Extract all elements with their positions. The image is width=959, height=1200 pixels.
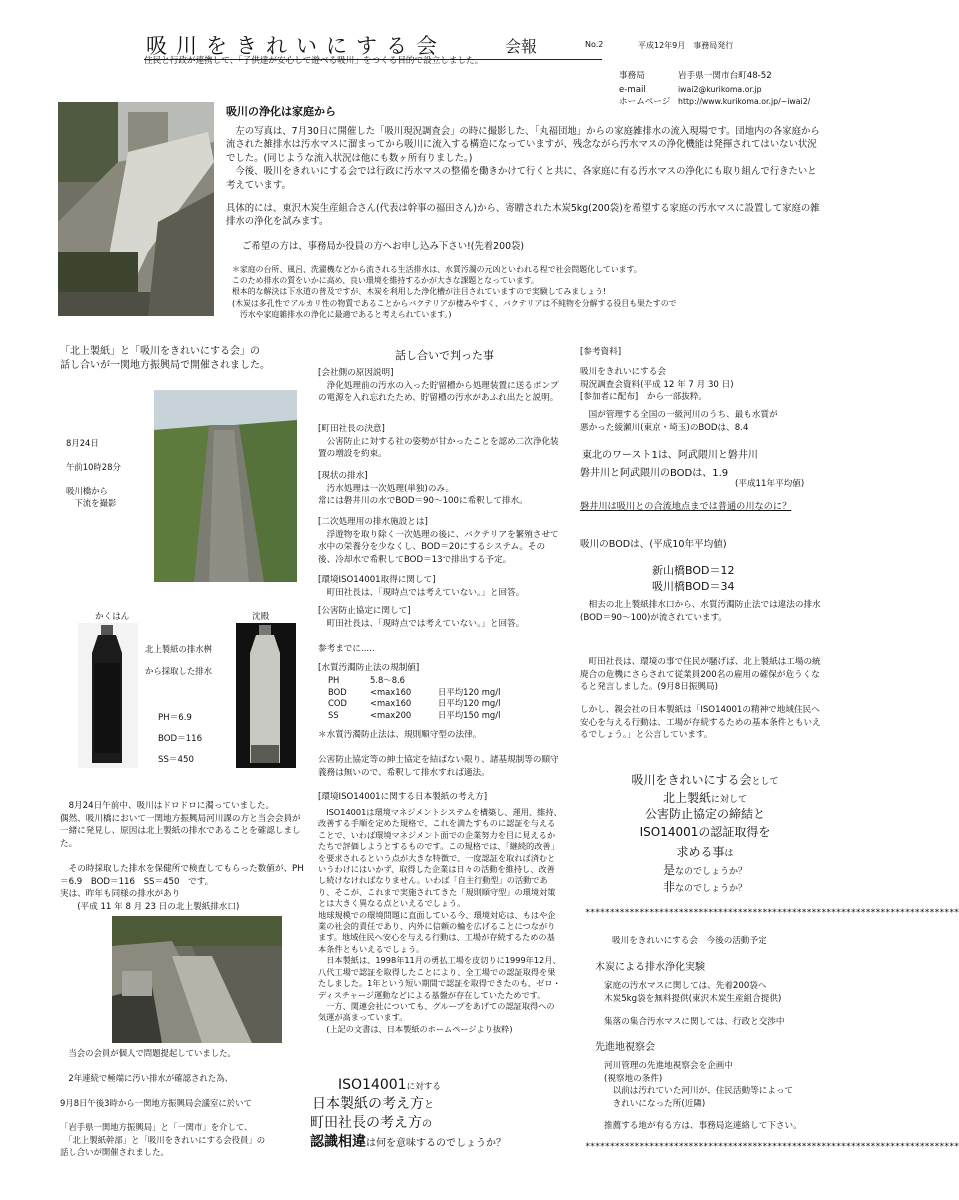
star-divider-top: **************************************************************************** (585, 908, 959, 918)
top-heading: 吸川の浄化は家庭から (226, 105, 336, 118)
measure-bod: BOD＝116 (158, 734, 203, 744)
question-president: 町田社長の考え方 (310, 1115, 422, 1131)
reference-iwai-bod: 磐井川と阿武隈川のBODは、1.9 (580, 468, 729, 479)
top-paragraph-2: 具体的には、東沢木炭生産組合さん(代表は幹事の福田さん)から、寄贈された木炭5kg(200袋)を希望する家庭の汚水マスに設置して家庭の雑排水の浄化を試みます。 (226, 203, 820, 228)
left-paragraph-2: 実は、昨年も同様の排水があり (平成 11 年 8 月 23 日の北上製紙排水口) (60, 889, 240, 912)
reference-tohoku-worst: 東北のワースト1は、阿武隈川と磐井川 (582, 450, 758, 461)
rq-wrong: 非 (662, 880, 675, 894)
right-paragraph-1: 町田社長は、環境の事で住民が騒げば、北上製紙は工場の統廃合の危機にさらされて従業員200名の雇用の確保が危うくなると発言しました。(9月8日振興局) (580, 657, 821, 693)
question-nippon-suffix: と (424, 1100, 434, 1111)
rq-company-suffix: に対して (711, 795, 748, 805)
homepage-label: ホームページ (619, 97, 671, 107)
photo-bottle-stirred (78, 623, 138, 768)
office-label: 事務局 (619, 71, 645, 81)
top-note: ＊家庭の台所、風呂、洗濯機などから流される生活排水は、水質汚濁の元凶といわれる程で社会問題化しています。 このため排水の質をいかに高め、良い環境を維持するかが大きな課題となっています。 根本的な解決は下水道の普及ですが、木炭を利用した浄化槽が注目されていますので実験してみましょう! (木炭は多孔性でアルカリ性の物質であることからバクテリアが棲みやすく、バクテリアは不純物を分解する役目も果たすので 汚水や家庭雑排水の浄化に最適であると考えられています。) (232, 265, 677, 319)
plan-heading: 吸川をきれいにする会 今後の活動予定 (612, 936, 767, 946)
measure-ph: PH＝6.9 (158, 713, 192, 723)
newsletter-kaiho: 会報 (505, 37, 538, 56)
rq-demand-suffix: は (724, 849, 734, 859)
left-intro: 「北上製紙」と「吸川をきれいにする会」の 話し合いが一関地方振興局で開催されました。 (60, 346, 270, 371)
star-divider-bottom: **************************************************************************** (585, 1142, 959, 1152)
regulation-row: SS <max200 日平均150 mg/l (328, 709, 501, 720)
bod-heading: 吸川のBODは、(平成10年平均値) (580, 539, 727, 550)
question-line-2 (312, 1093, 434, 1113)
plan-tour-heading: 先進地視察会 (595, 1042, 655, 1053)
rq-company: 北上製紙 (662, 791, 711, 805)
middle-section-current: [現状の排水] 汚水処理は一次処理(単独)のみ。 常には磐井川の水でBOD＝90～100に希釈して排水。 (318, 471, 528, 507)
photo-drainage-outflow (58, 102, 214, 316)
reference-ayase: 国が管理する全国の一級河川のうち、最も水質が 悪かった綾瀬川(東京・埼玉)のBODは、8.4 (580, 410, 778, 433)
bod-suikawa: 吸川橋BOD＝34 (652, 580, 735, 593)
reference-question: 磐井川は吸川との合流地点までは普通の川なのに？ (580, 501, 792, 512)
newsletter-title: 吸川をきれいにする会 (146, 34, 446, 58)
rq-line-5 (580, 841, 830, 860)
office-address: 岩手県一関市台町48-52 (678, 71, 772, 81)
middle-reference: 参考までに..... (318, 644, 375, 654)
rq-line-4: ISO14001の認証取得を (639, 825, 771, 839)
plan-tour-text: 河川管理の先進地視察会を企画中 (視察地の条件) 以前は汚れていた河川が、住民活動等によって きれいになった所(近隣) (604, 1061, 794, 1109)
rq-group: 吸川をきれいにする会 (631, 773, 752, 787)
photo-bottle-settled (236, 623, 296, 768)
rq-right: 是 (662, 863, 675, 877)
bottle2-label: 沈殿 (252, 612, 270, 622)
left-photo-caption: 8月24日 午前10時28分 吸川橋から 下流を撮影 (66, 438, 121, 508)
rq-line-3: 公害防止協定の締結と (644, 807, 765, 821)
regulation-row: PH 5.8～8.6 (328, 675, 406, 685)
middle-law-note: ＊水質汚濁防止法は、規則順守型の法律。 公害防止協定等の紳士協定を結ばない限り、諸基規制等の順守義務は無いので、希釈して排水すれば適法。 (318, 730, 559, 778)
plan-tour-text-2: 推薦する地が有る方は、事務局迄連絡して下さい。 (604, 1121, 802, 1131)
rq-demand: 求める事 (676, 845, 725, 859)
homepage-url: http://www.kurikoma.or.jp/~iwai2/ (678, 97, 811, 106)
middle-heading: 話し合いで判った事 (395, 349, 494, 362)
bottle-stirred-image (78, 623, 138, 768)
rq-group-suffix: として (751, 777, 779, 787)
issue-date: 平成12年9月 事務局発行 (638, 41, 734, 50)
question-president-suffix: の (422, 1119, 432, 1130)
regulation-row: COD <max160 日平均120 mg/l (328, 698, 501, 709)
photo-river-aug24 (154, 390, 297, 582)
middle-section-agreement: [公害防止協定に関して] 町田社長は、「現時点では考えていない。」と回答。 (318, 606, 525, 629)
question-line-1 (338, 1074, 441, 1093)
question-iso-suffix: に対する (406, 1082, 441, 1092)
regulation-row: BOD <max160 日平均120 mg/l (328, 686, 501, 697)
question-gap: 認識相違 (310, 1134, 366, 1150)
plan-charcoal-heading: 木炭による排水浄化実験 (595, 962, 705, 973)
reference-source: 吸川をきれいにする会 現況調査会資料(平成 12 年 7 月 30 日) [参加者に配布] から一部抜粋。 (580, 367, 734, 403)
drainage-photo-image (58, 102, 214, 316)
rq-line-2 (580, 787, 830, 806)
question-nippon: 日本製紙の考え方 (312, 1096, 424, 1112)
rq-right-suffix: なのでしょうか？ (675, 867, 748, 877)
email-address: iwai2@kurikoma.or.jp (678, 85, 762, 94)
newsletter-subtitle: 住民と行政が連携して、「子供達が安心して遊べる吸川」をつくる目的で設立しました。 (144, 56, 484, 66)
question-line-3 (310, 1112, 432, 1132)
middle-section-cause: [会社側の原因説明] 浄化処理前の汚水の入った貯留槽から処理装置に送るポンプの電源を入れ忘れたため、貯留槽の汚水があふれ出たと説明。 (318, 368, 559, 404)
middle-section-iso: [環境ISO14001取得に関して] 町田社長は、「現時点では考えていない。」と回答。 (318, 575, 525, 598)
reference-iwai-bod-year: (平成11年平均値) (735, 479, 805, 489)
middle-section-secondary: [二次処理用の排水施設とは] 浮遊物を取り除く一次処理の後に、バクテリアを繁殖させて水中の栄養分を少なくし、BOD＝20にするシステム。その後、冷却水で希釈してBOD＝13で排出する予定。 (318, 517, 559, 565)
discharge-photo-image (112, 916, 282, 1043)
bottle-description: 北上製紙の排水桝 から採取した排水 (145, 644, 212, 676)
regulation-heading: [水質汚濁防止法の規制値] (318, 663, 420, 673)
issue-number: No.2 (585, 40, 604, 49)
rq-line-7 (580, 876, 830, 895)
bottle1-label: かくはん (95, 612, 130, 622)
photo-discharge-1999 (112, 916, 282, 1043)
rq-wrong-suffix: なのでしょうか？ (675, 884, 748, 894)
left-paragraph-3: 当会の会員が個人で問題提起していました。 2年連続で極端に汚い排水が確認された為、 9月8日午後3時から一関地方振興局会議室に於いて 「岩手県一関地方振興局」と「一関市」を介して、 「北上製紙幹部」と「吸川をきれいにする会役員」の 話し合いが開催されました。 (60, 1048, 266, 1158)
question-line-4 (310, 1131, 506, 1151)
nippon-paper-heading: [環境ISO14001に関する日本製紙の考え方] (318, 792, 488, 802)
river-photo-image (154, 390, 297, 582)
nippon-paper-text: ISO14001は環境マネジメントシステムを構築し、運用、維持、改善する手順を定めた規格で、これを満たすものに認証を与えることで、いわば環境マネジメント面での企業努力を目に見えるかたちで評価しようとするものです。この規格では、「継続的改善」を要求されるという点が大きな特徴で、一度認証を取れば済むというわけにはいかず、取得した企業は日々の活動を維持し、改善し続けなければなりません。いわば「自主行動型」の活動であり、そこが、これまで実施されてきた「規則順守型」の環境対策とは大きく異なる点といえるでしょう。 地球規模での環境問題に直面している今、環境対応は、もはや企業の社会的責任であり、内外に信頼の輪を広げることにつながります。地域住民へ安心を与える行動は、工場が存続するための基本条件ともいえるでしょう。 日本製紙は、1998年11月の勇払工場を皮切りに1999年12月、八代工場で認証を取得したことにより、全工場での認証取得を果たしました。1年という短い期間で認証を取得できたのも、ゼロ・ディスチャージ運動などによる基盤が存在していたためです。 一方、関連会社についても、グループをあげての認証取得への気運が高まっています。 (上記の文書は、日本製紙のホームページより抜粋) (318, 807, 562, 1034)
plan-charcoal-text-2: 集落の集合汚水マスに関しては、行政と交渉中 (604, 1017, 785, 1027)
right-paragraph-2: しかし、親会社の日本製紙は「ISO14001の精神で地域住民へ安心を与える行動は、工場が存続するための基本条件ともいえるでしょう。」と公言しています。 (580, 705, 821, 741)
bottle-settled-image (236, 623, 296, 768)
rq-line-1 (580, 769, 830, 788)
plan-charcoal-text: 家庭の汚水マスに関しては、先着200袋へ 木炭5kg袋を無料提供(東沢木炭生産組合提供) (604, 981, 782, 1004)
bod-niiyama: 新山橋BOD＝12 (652, 564, 735, 577)
left-paragraph-1: 8月24日午前中、吸川はドロドロに濁っていました。 偶然、吸川橋において一関地方振興局河川課の方と当会会員が一緒に発見し、原因は北上製紙の排水であることを確認しました。 その時採取した排水を保健所で検査してもらった数値が、PH＝6.9 BOD＝116 SS＝450 です。 (60, 801, 304, 887)
middle-section-resolve: [町田社長の決意] 公害防止に対する社の姿勢が甘かったことを認め二次浄化装置の増設を約束。 (318, 424, 559, 460)
bod-note: 相去の北上製紙排水口から、水質汚濁防止法では違法の排水(BOD＝90～100)が流されています。 (580, 600, 821, 623)
reference-heading: [参考資料] (580, 347, 622, 357)
top-paragraph-1: 左の写真は、7月30日に開催した「吸川現況調査会」の時に撮影した、「丸福団地」からの家庭雑排水の流入現場です。団地内の各家庭から流された雑排水は汚水マスに溜まってから吸川に流入する構造になっていますが、残念ながら汚水マスの浄化機能は発揮されてはいない状況でした。(同じような流入状況は他にも数ヶ所有りました。) 今後、吸川をきれいにする会では行政に汚水マスの整備を働きかけて行くと共に、各家庭に有る汚水マスの浄化にも取り組んで行きたいと考えています。 (226, 126, 820, 191)
measure-ss: SS＝450 (158, 755, 194, 765)
question-iso: ISO14001 (338, 1077, 407, 1093)
question-gap-suffix: は何を意味するのでしょうか？ (366, 1138, 506, 1149)
email-label: e-mail (619, 85, 646, 95)
top-paragraph-3: ご希望の方は、事務局か役員の方へお申し込み下さい!(先着200袋) (242, 241, 525, 252)
regulation-table (328, 675, 558, 721)
